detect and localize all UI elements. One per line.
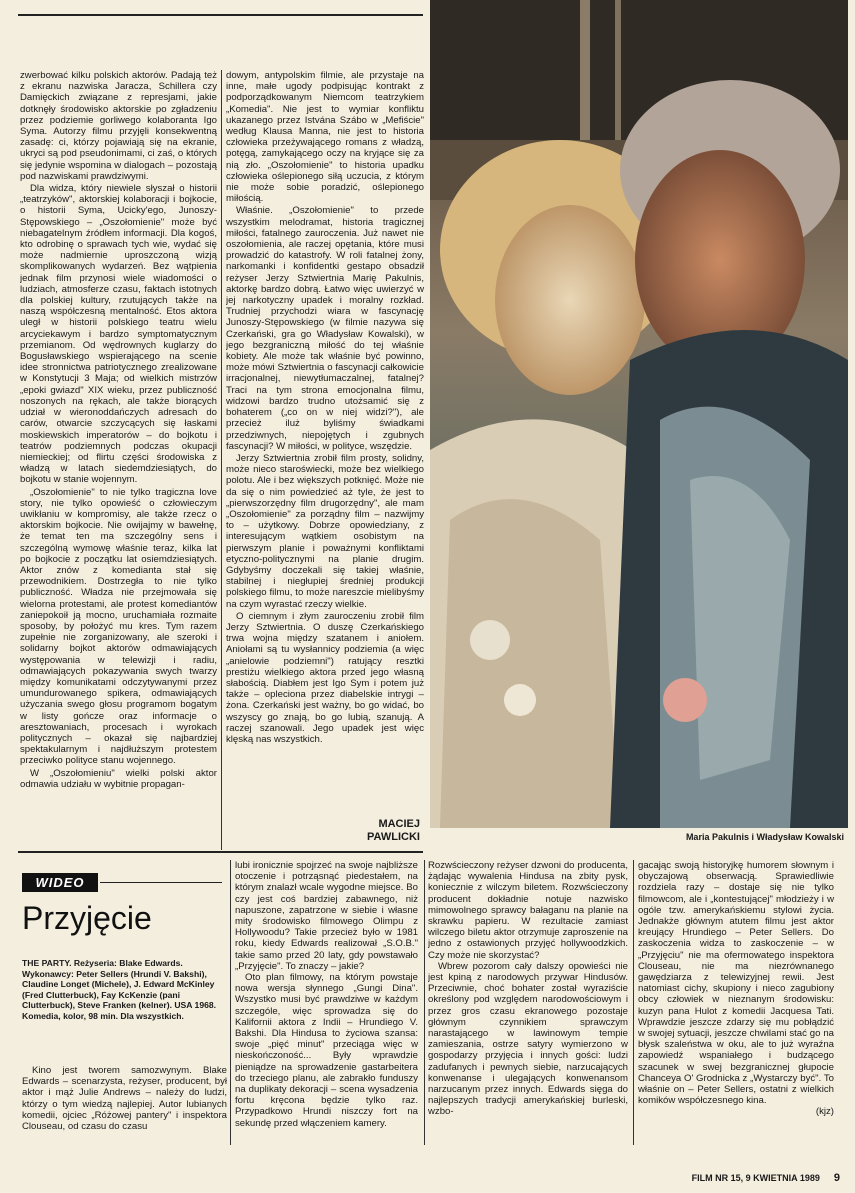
review-column-1 (22, 1065, 227, 1145)
column-divider (633, 860, 634, 1145)
section-tag-wideo: WIDEO (22, 873, 98, 892)
paragraph: Kino jest tworem samozwynym. Blake Edwards – scenarzysta, reżyser, producent, był aktor i mąż Julie Andrews – należy do ludzi, którzy o tym wiedzą najlepiej. Autor lubianych komedii, ojciec „Różowej pantery" i inspektora Clouseau, od czasu do czasu (22, 1065, 227, 1133)
column-divider (230, 860, 231, 1145)
film-still-photo (430, 0, 848, 828)
paragraph: Jerzy Sztwiertnia zrobił film prosty, solidny, może nieco staroświecki, może bez wielkiego polotu. Ale i bez większych potknięć. Może nie da się o nim powiedzieć aż tyle, że jest to „pierwszorzędny film drugorzędny", ale mam „Oszołomienie" za porządny film – nazwijmy to – użytkowy. Dobrze opowiedziany, z interesującym wątkiem osobistym na pierwszym planie i poważnymi konfliktami etyczno-politycznymi na planie drugim. Gdybyśmy doczekali się takiej właśnie, stabilnej i niegłupiej średniej produkcji polskiego filmu, to może nareszcie mielibyśmy na czym wyrastać rzeczy wielkie. (226, 452, 424, 610)
paragraph: Oto plan filmowy, na którym powstaje nowa wersja słynnego „Gungi Dina". Wszystko musi być prawdziwe w każdym szczególe, więc sprowadza się do Kalifornii aktora z Indii – Hrundiego V. Bakshi. Dla Hindusa to życiowa szansa: swoje „pięć minut" przeciąga więc w nieskończoność... Były wprawdzie pieniądze na sprowadzenie gastarbeitera do trzeciego planu, ale zabrakło funduszy na duplikaty dekoracji – scena wysadzenia fortu kręcona będzie tylko raz. Przypadkowo Hrundi niszczy fort na sekundę przed włączeniem kamery. (235, 972, 418, 1129)
paragraph: zwerbować kilku polskich aktorów. Padają też z ekranu nazwiska Jaracza, Schillera czy Damięckich związane z represjami, jakie dotknęły środowisko aktorskie po zgładzeniu przez podziemie gorliwego kolaboranta Igo Syma. Autorzy filmu przyjęli konsekwentną zasadę: ci, którzy pojawiają się na ekranie, ukryci są pod pseudonimami, ci zaś, o których się jedynie wspomina w dialogach – pozostają pod nazwiskami prawdziwymi. (20, 70, 217, 182)
paragraph: Dla widza, który niewiele słyszał o historii „teatrzyków", aktorskiej kolaboracji i bojkocie, o historii Syma, Ucicky'ego, Junoszy-Stępowskiego – „Oszołomienie" może być niebagatelnym źródłem informacji. Dla kogoś, kto odrobinę o sprawach tych wie, wydać się może nadmiernie uproszczoną wizją skomplikowanych wydarzeń. Bez wątpienia jednak film przynosi wiele wiadomości o ludziach, atmosferze czasu, faktach istotnych dla polskiej kultury, rzutujących także na naszą współczesną mentalność. Etos aktora uległ w historii polskiego teatru wielu arcyciekawym i bardzo symptomatycznym przemianom. Od wędrownych kuglarzy do Bogusławskiego wspierającego na scenie idee stronnictwa patriotycznego zrealizowane w Konstytucji 3 Maja; od wielkich mistrzów „epoki gwiazd" XIX wieku, przez publiczność noszonych na rękach, ale także biorących udział w wieronoddańczych adresach do carów, otwarcie szczycących się łaskami moskiewskich imperatorów – do bojkotu i teatrów podziemnych podczas okupacji niemieckiej; od flirtu części środowiska z władzą w latach siedemdziesiątych, do bojkotu w stanie wojennym. (20, 183, 217, 486)
paragraph: lubi ironicznie spojrzeć na swoje najbliższe otoczenie i potrząsnąć piedestałem, na którym znalazł wcale wygodne miejsce. Bo czy jest coś bardziej zabawnego, niż napuszone, zapatrzone w siebie i własne mity środowisko filmowego Olimpu z Hollywoodu? Takie przecież było w 1981 roku, kiedy Edwards realizował „S.O.B." takie samo przed 20 laty, gdy powstawało „Przyjęcie". To znaczy – jakie? (235, 860, 418, 972)
page-footer (620, 1172, 840, 1184)
paragraph: O ciemnym i złym zauroczeniu zrobił film Jerzy Sztwiertnia. O duszę Czerkańskiego trwa wojna między szatanem i aniołem. Aniołami są tu wysłannicy podziemia (a więc „anielowie podziemni") ratujący resztki prestiżu wielkiego aktora przed jego własną słabością. Diabłem jest Igo Sym i potem już także – opleciona przez diabelskie intrygi – żona. Czerkański jest ważny, bo go widać, bo wszyscy go znają, bo go lubią, szanują. A raczej szanowali. Jego upadek jest więc klęską nas wszystkich. (226, 610, 424, 745)
review-title: Przyjęcie (22, 900, 152, 936)
review-column-3 (428, 860, 628, 1145)
author-byline (300, 818, 420, 844)
top-rule (18, 14, 423, 16)
column-divider (424, 860, 425, 1145)
author-first-name: MACIEJ (378, 818, 420, 830)
review-signature: (kjz) (815, 1106, 834, 1118)
tag-rule (100, 882, 222, 883)
paragraph: dowym, antypolskim filmie, ale przystaje na inne, małe ugody podpisując kontrakt z podporządkowanym Niemcom teatrzykiem „Komedia". Nie jest to wymiar konfliktu ukazanego przez Istvána Szábo w „Mefiście" według Klausa Manna, nie jest to historia człowieka przeżywającego romans z władzą, potęgą, zamykającego oczy na kryjące się za nią zło. „Oszołomienie" to historia upadku człowieka oślepionego siłą uczucia, z którym nie może sobie poradzić, oślepionego miłością. (226, 70, 424, 205)
article-column-1 (20, 70, 217, 850)
section-rule (18, 851, 423, 853)
page-number: 9 (833, 1172, 840, 1184)
paragraph: Rozwścieczony reżyser dzwoni do producenta, żądając wywalenia Hindusa na zbity pysk, koniecznie z wilczym biletem. Rozwścieczony producent dokładnie notuje nazwisko mimowolnego sprawcy bałaganu na planie na skrawku papieru. W rezultacie zamiast wilczego biletu aktor otrzymuje zaproszenie na jedno z ostawionych przyjęć hollywoodzkich. Czy może nie skorzystać? (428, 860, 628, 961)
column-divider (221, 70, 222, 850)
issue-info: FILM NR 15, 9 KWIETNIA 1989 (691, 1173, 820, 1183)
paragraph: „Oszołomienie" to nie tylko tragiczna love story, nie tylko opowieść o człowieczym uwikłaniu w kompromisy, ale także rzecz o aktorskim bojkocie. Nie owijajmy w bawełnę, że temat ten ma szczególny sens i szczególną wymowę właśnie teraz, kilka lat po bojkocie z początku lat osiemdziesiątych. Aktor znów z komedianta stał się przewodnikiem. Dostrzegła to nie tylko publiczność. Władza nie przejmowała się wielorna protestami, ale protest komediantów zaniepokoił ją mocno, uruchamiała rozmaite sposoby, by położyć mu kres. Tym razem zupełnie nie zorganizowany, ale szeroki i solidarny bojkot aktorów odmawiających występowania w telewizji i radiu, odmawiających pokazywania swych twarzy między komunikatami odczytywanymi przez umundurowanego spikera, odmawiających użyczania swego głosu programom bogatym w listy gończe oraz informacje o aresztowaniach, procesach i wyrokach politycznych – okazał się najbardziej spektakularnym i najdłuższym protestem przeciwko polityce stanu wojennego. (20, 486, 217, 767)
paragraph: Właśnie. „Oszołomienie" to przede wszystkim melodramat, historia tragicznej miłości, fatalnego zauroczenia. Już nawet nie oszołomienia, ale raczej opętania, które musi prowadzić do katastrofy. W roli fatalnej żony, narkomanki i konfidentki gestapo obsadził reżyser Jerzy Sztwiertnia Marię Pakulnis, aktorkę bardzo dobrą. Łatwo więc uwierzyć w jej narkotyczny upadek i moralny rozkład. Trudniej przychodzi wiara w fascynację Junoszy-Stępowskiego (w filmie nazywa się Czerkański, gra go Władysław Kowalski), w jego bezgraniczną miłość do tej właśnie kobiety. Ale może tak właśnie być powinno, może mówi Sztwiertnia o fascynacji całkowicie irracjonalnej, niewytłumaczalnej, fatalnej? Traci na tym strona emocjonalna filmu, widzowi bardzo trudno utożsamić się z bohaterem („co on w niej widzi?"), ale przecież iluż byliśmy świadkami przedziwnych, niepojętych i zgubnych fascynacji? W miłości, w polityce, wszędzie. (226, 205, 424, 452)
couple-photo-illustration (430, 0, 848, 828)
article-column-2 (226, 70, 424, 830)
photo-caption: Maria Pakulnis i Władysław Kowalski (685, 832, 844, 842)
paragraph: Wbrew pozorom cały dalszy opowieści nie jest kpiną z narodowych przywar Hindusów. Przeciwnie, choć bohater został wyraziście określony pod względem narodowościowym i przez gros czasu ekranowego pozostaje głównym czynnikiem sprawczym narastającego w lawinowym tempie zamieszania, ostrze satyry wymierzono w gospodarzy przyjęcia i innych gości: ludzi zadufanych i pewnych siebie, narzucających konwenanse i ulegających konwenansom narzucanym przez innych. Edwards sięga do najlepszych tradycji amerykańskiej burleski, wzbo- (428, 960, 628, 1118)
author-last-name: PAWLICKI (367, 831, 420, 843)
film-credits: THE PARTY. Reżyseria: Blake Edwards. Wykonawcy: Peter Sellers (Hrundi V. Bakshi), Claudine Longet (Michele), J. Edward McKinley (Fred Clutterbuck), Fay KcKenzie (pani Clutterbuck), Steve Franken (kelner). USA 1968. Komedia, kolor, 98 min. Dla wszystkich. (22, 958, 217, 1021)
review-column-2 (235, 860, 418, 1145)
paragraph: gacając swoją historyjkę humorem słownym i obyczajową obserwacją. Sprawiedliwie rozdziela razy – dostaje się nie tylko filmowcom, ale i „kontestującej" młodzieży i w ogóle tzw. amerykańskiemu stylowi życia. Jednakże głównym atutem filmu jest aktor kreujący Hrundiego – Peter Sellers. Do zaskoczenia widza to zaskoczenie – w „Przyjęciu" nie ma ofermowatego inspektora Clouseau, nie ma niezrównanego gawędziarza z telewizyjnej rewii. Jest natomiast cichy, skupiony i nieco zagubiony obcy człowiek w nieznanym środowisku: kuzyn pana Hulot z komedii Jacquesa Tati. Wprawdzie jeszcze zdarzy się mu pobłądzić w swojej sytuacji, jeszcze chwilami stać go na błysk szaleństwa w oku, ale to już wyraźna zapowiedź wspaniałego i budzącego szacunek w swej bezgranicznej głupocie Chanceya O' Grodnicka z „Wystarczy być". To właśnie on – Peter Sellers, ostatni z wielkich komików współczesnego kina. (638, 860, 834, 1107)
paragraph: W „Oszołomieniu" wielki polski aktor odmawia udziału w wybitnie propagan- (20, 767, 217, 790)
review-column-4 (638, 860, 834, 1145)
